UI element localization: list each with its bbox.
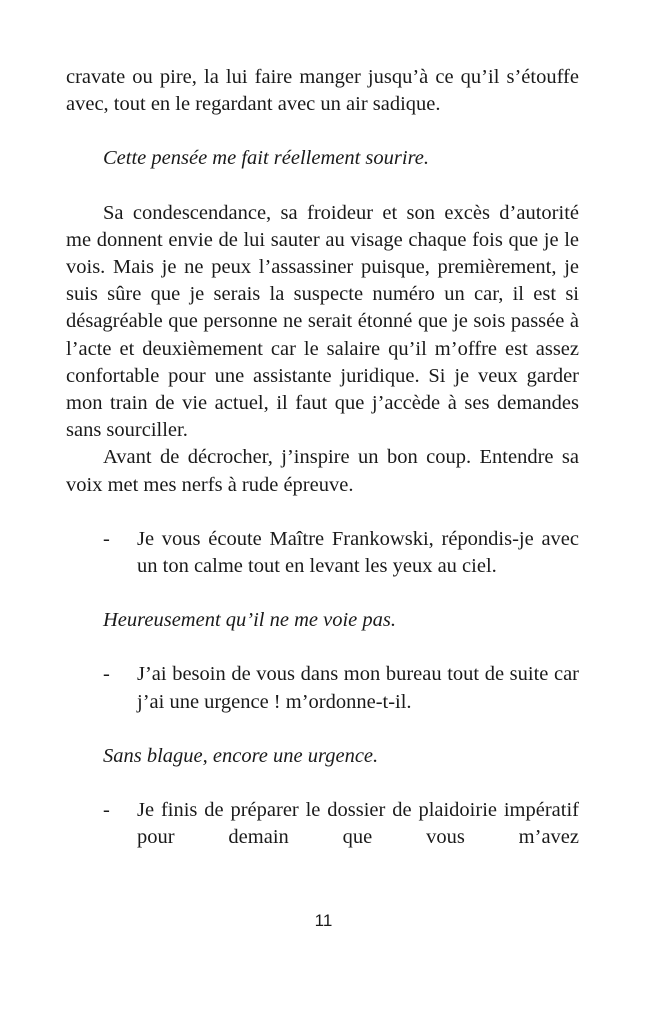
page-number: 11 (314, 911, 333, 930)
dialogue-line-listening (66, 526, 579, 580)
dialogue-text: Je vous écoute Maître Frankowski, répondis-je avec un ton calme tout en levant les yeux au ciel. (137, 527, 579, 578)
italic-thought-no-kidding: Sans blague, encore une urgence. (103, 744, 379, 767)
paragraph-before-answering: Avant de décrocher, j’inspire un bon coup. Entendre sa voix met mes nerfs à rude épreuve. (66, 446, 579, 496)
dialogue-dash: - (103, 663, 110, 686)
dialogue-text: Je finis de préparer le dossier de plaidoirie impératif pour demain que vous m’avez (137, 799, 579, 849)
dialogue-text: J’ai besoin de vous dans mon bureau tout de suite car j’ai une urgence ! m’ordonne-t-il. (137, 663, 579, 713)
paragraph-continuation: cravate ou pire, la lui faire manger jusqu’à ce qu’il s’étouffe avec, tout en le regardant avec un air sadique. (66, 66, 579, 116)
italic-thought-smile: Cette pensée me fait réellement sourire. (103, 147, 430, 170)
dialogue-line-finishing (66, 797, 579, 851)
dialogue-dash: - (103, 527, 110, 550)
paragraph-condescendance: Sa condescendance, sa froideur et son excès d’autorité me donnent envie de lui sauter au visage chaque fois que je le vois. Mais je ne peux l’assassiner puisque, premièrement, je suis sûre que je serais la suspecte numéro un car, il est si désagréable que personne ne serait étonné que je sois passée à l’acte et deuxièmement car le salaire qu’il m’offre est assez confortable pour une assistante juridique. Si je veux garder mon train de vie actuel, il faut que j’accède à ses demandes sans sourciller. (66, 201, 579, 442)
italic-thought-luckily: Heureusement qu’il ne me voie pas. (103, 609, 396, 632)
dialogue-line-urgent (66, 661, 579, 715)
dialogue-dash: - (103, 799, 110, 822)
page-text (66, 64, 579, 851)
